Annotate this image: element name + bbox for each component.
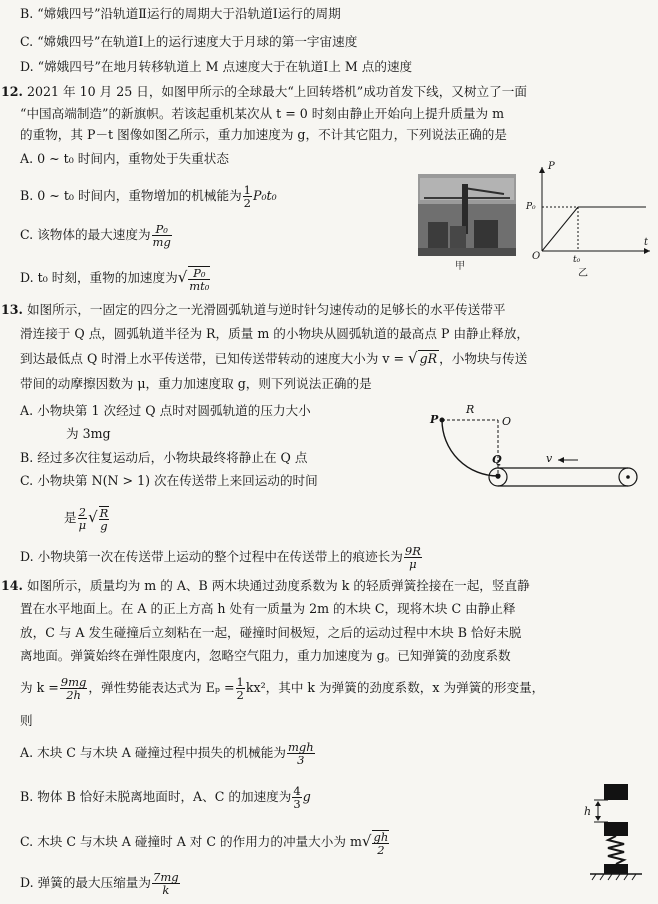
fig-height-label: h bbox=[584, 805, 592, 818]
q13-option-d-text: D. 小物块第一次在传送带上运动的整个过程中在传送带上的痕迹长为 bbox=[20, 549, 403, 564]
q12-option-b bbox=[20, 182, 277, 210]
q13-stem-1: 如图所示，一固定的四分之一光滑圆弧轨道与逆时针匀速传动的足够长的水平传送带平 bbox=[26, 302, 506, 317]
fraction-numerator: 2 bbox=[78, 505, 86, 519]
q14-stem-5 bbox=[20, 673, 544, 703]
q14-stem-1: 如图所示，质量均为 m 的 A、B 两木块通过劲度系数为 k 的轻质弹簧拴接在一起，竖直静 bbox=[26, 578, 530, 593]
q12-option-c-text: C. 该物体的最大速度为 bbox=[20, 227, 151, 242]
q13-option-d bbox=[20, 542, 423, 572]
fraction-denominator: μ bbox=[78, 518, 87, 532]
q12-option-d-fraction bbox=[188, 266, 210, 292]
q14-stem-3: 放，C 与 A 发生碰撞后立刻粘在一起，碰撞时间极短，之后的运动过程中木块 B 恰好未脱 bbox=[20, 625, 522, 640]
q13-option-c-fraction bbox=[78, 506, 87, 531]
fraction-numerator: P₀ bbox=[152, 223, 172, 236]
fraction-denominator: mt₀ bbox=[189, 278, 210, 293]
q13-line-1 bbox=[1, 302, 506, 318]
fig-velocity-label: v bbox=[546, 452, 553, 465]
q12-pt-graph bbox=[528, 163, 652, 263]
q12-option-c bbox=[20, 221, 173, 249]
q14-option-a bbox=[20, 738, 316, 768]
fraction-numerator: 4 bbox=[293, 784, 301, 798]
q13-stem-3: 到达最低点 Q 时滑上水平传送带，已知传送带转动的速度大小为 v = √ gR ，小物块与传送 bbox=[20, 349, 528, 367]
fraction-denominator: 3 bbox=[297, 753, 305, 767]
fig-point-p-label: P bbox=[430, 413, 439, 426]
graph-p0-label: P₀ bbox=[526, 202, 536, 212]
q11-option-d: D. “嫦娥四号”在地月转移轨道上 M 点速度大于在轨道Ⅰ上 M 点的速度 bbox=[20, 59, 413, 74]
q14-stem-5-tail: kx²，其中 k 为弹簧的劲度系数，x 为弹簧的形变量， bbox=[245, 680, 545, 695]
q12-number: 12. bbox=[1, 84, 23, 99]
fraction-numerator: R bbox=[99, 505, 109, 520]
q13-stem-3-tail: ，小物块与传送 bbox=[439, 351, 528, 366]
fraction-denominator: 2 bbox=[236, 688, 244, 702]
q14-stem-6: 则 bbox=[20, 713, 33, 728]
fraction-denominator: μ bbox=[409, 557, 417, 571]
graph-t0-label: t₀ bbox=[573, 255, 581, 265]
q13-option-c-2-text: 是 bbox=[64, 510, 77, 525]
fig-point-q-label: Q bbox=[492, 453, 502, 466]
q14-option-d-text: D. 弹簧的最大压缩量为 bbox=[20, 875, 151, 890]
q11-option-c: C. “嫦娥四号”在轨道Ⅰ上的运行速度大于月球的第一宇宙速度 bbox=[20, 34, 358, 49]
q13-track-diagram bbox=[428, 400, 648, 500]
fraction-numerator: 1 bbox=[236, 675, 244, 689]
fraction-numerator: mgh bbox=[287, 740, 314, 754]
q14-stem-5-text: 为 k = bbox=[20, 680, 59, 695]
q13-number: 13. bbox=[1, 302, 23, 317]
q14-option-d-fraction bbox=[152, 871, 180, 896]
q14-stem-2: 置在水平地面上。在 A 的正上方高 h 处有一质量为 2m 的木块 C，现将木块 C 由静止释 bbox=[20, 601, 516, 616]
q12-line-1 bbox=[1, 84, 527, 100]
q14-stem-5-fraction-half bbox=[236, 676, 245, 701]
fraction-numerator: gh bbox=[373, 829, 389, 844]
q14-option-b-tail: g bbox=[302, 789, 311, 804]
fraction-numerator: 9R bbox=[404, 544, 421, 558]
fraction-denominator: 2h bbox=[66, 688, 81, 702]
q12-crane-photo bbox=[418, 174, 516, 256]
q14-option-d bbox=[20, 868, 181, 898]
q14-stem-4: 离地面。弹簧始终在弹性限度内，忽略空气阻力，重力加速度为 g。已知弹簧的劲度系数 bbox=[20, 648, 511, 663]
q14-option-b bbox=[20, 782, 311, 812]
q13-stem-2: 滑连接于 Q 点，圆弧轨道半径为 R，质量 m 的小物块从圆弧轨道的最高点 P 由静止释放， bbox=[20, 326, 530, 341]
q13-stem-3-root: gR bbox=[419, 351, 438, 366]
q12-figure-label-yi: 乙 bbox=[578, 268, 588, 279]
fraction-denominator: 3 bbox=[293, 797, 301, 811]
q14-spring-diagram bbox=[578, 780, 648, 886]
q12-option-c-fraction bbox=[152, 223, 172, 248]
q11-option-b: B. “嫦娥四号”沿轨道Ⅱ运行的周期大于沿轨道Ⅰ运行的周期 bbox=[20, 6, 341, 21]
q14-stem-5-middle: ，弹性势能表达式为 Eₚ = bbox=[88, 680, 235, 695]
q13-option-b: B. 经过多次往复运动后，小物块最终将静止在 Q 点 bbox=[20, 450, 308, 465]
graph-origin-label: O bbox=[532, 251, 541, 262]
q12-option-d-text: D. t₀ 时刻，重物的加速度为 bbox=[20, 270, 178, 285]
graph-axis-p-label: P bbox=[548, 161, 555, 172]
fraction-denominator: g bbox=[100, 518, 108, 533]
q14-number: 14. bbox=[1, 578, 23, 593]
fraction-denominator: k bbox=[162, 883, 170, 897]
q12-option-d: D. t₀ 时刻，重物的加速度为√ $\frac{\text{P₀}}{\text{mt₀}}$ bbox=[20, 265, 210, 293]
q14-option-a-fraction bbox=[287, 741, 315, 766]
fraction-numerator: 9mg bbox=[60, 675, 87, 689]
fraction-numerator: 7mg bbox=[153, 870, 179, 884]
q12-figure-label-jia: 甲 bbox=[455, 261, 465, 272]
q12-option-a: A. 0 ~ t₀ 时间内，重物处于失重状态 bbox=[20, 151, 229, 166]
q13-option-a-1: A. 小物块第 1 次经过 Q 点时对圆弧轨道的压力大小 bbox=[20, 403, 311, 418]
q14-option-c: C. 木块 C 与木块 A 碰撞时 A 对 C 的作用力的冲量大小为 m√ $\frac{gh}{2}$ bbox=[20, 829, 389, 857]
q12-stem-2: “中国高端制造”的新旗帜。若该起重机某次从 t = 0 时刻由静止开始向上提升质量为 m bbox=[20, 106, 505, 121]
q12-option-b-text: B. 0 ~ t₀ 时间内，重物增加的机械能为 bbox=[20, 188, 242, 203]
q14-option-c-text: C. 木块 C 与木块 A 碰撞时 A 对 C 的作用力的冲量大小为 m bbox=[20, 834, 362, 849]
q13-stem-3-text: 到达最低点 Q 时滑上水平传送带，已知传送带转动的速度大小为 v = bbox=[20, 351, 409, 366]
q13-stem-4: 带间的动摩擦因数为 μ，重力加速度取 g，则下列说法正确的是 bbox=[20, 376, 372, 391]
q14-option-a-text: A. 木块 C 与木块 A 碰撞过程中损失的机械能为 bbox=[20, 745, 286, 760]
q13-option-c-1: C. 小物块第 N(N > 1) 次在传送带上来回运动的时间 bbox=[20, 473, 318, 488]
fraction-denominator: 2 bbox=[377, 842, 385, 857]
q13-option-c-2: 是 $\frac{2}{\mu}$ √ $\frac{R}{g}$ bbox=[64, 505, 109, 533]
q13-option-a-2: 为 3mg bbox=[66, 426, 111, 441]
q14-option-b-fraction bbox=[292, 785, 301, 810]
fig-radius-label: R bbox=[466, 403, 475, 416]
q12-option-b-tail: P₀t₀ bbox=[253, 188, 277, 203]
fraction-numerator: P₀ bbox=[188, 267, 210, 280]
fig-point-o-label: O bbox=[502, 415, 512, 428]
q14-option-c-root bbox=[372, 830, 389, 856]
q13-option-c-root bbox=[99, 506, 110, 532]
q12-stem-1: 2021 年 10 月 25 日，如图甲所示的全球最大“上回转塔机”成功首发下线，又树立了一面 bbox=[26, 84, 527, 99]
q14-stem-5-fraction-k bbox=[60, 676, 88, 701]
fraction-numerator: 1 bbox=[243, 183, 251, 197]
q12-stem-3: 的重物，其 P－t 图像如图乙所示，重力加速度为 g，不计其它阻力，下列说法正确的是 bbox=[20, 127, 507, 142]
q13-option-d-fraction bbox=[404, 545, 422, 570]
graph-axis-t-label: t bbox=[644, 237, 649, 248]
q12-option-b-fraction bbox=[243, 184, 252, 209]
fraction-denominator: 2 bbox=[243, 196, 251, 210]
q14-line-1 bbox=[1, 578, 530, 594]
fraction-denominator: mg bbox=[152, 235, 171, 249]
q14-option-b-text: B. 物体 B 恰好未脱离地面时，A、C 的加速度为 bbox=[20, 789, 292, 804]
